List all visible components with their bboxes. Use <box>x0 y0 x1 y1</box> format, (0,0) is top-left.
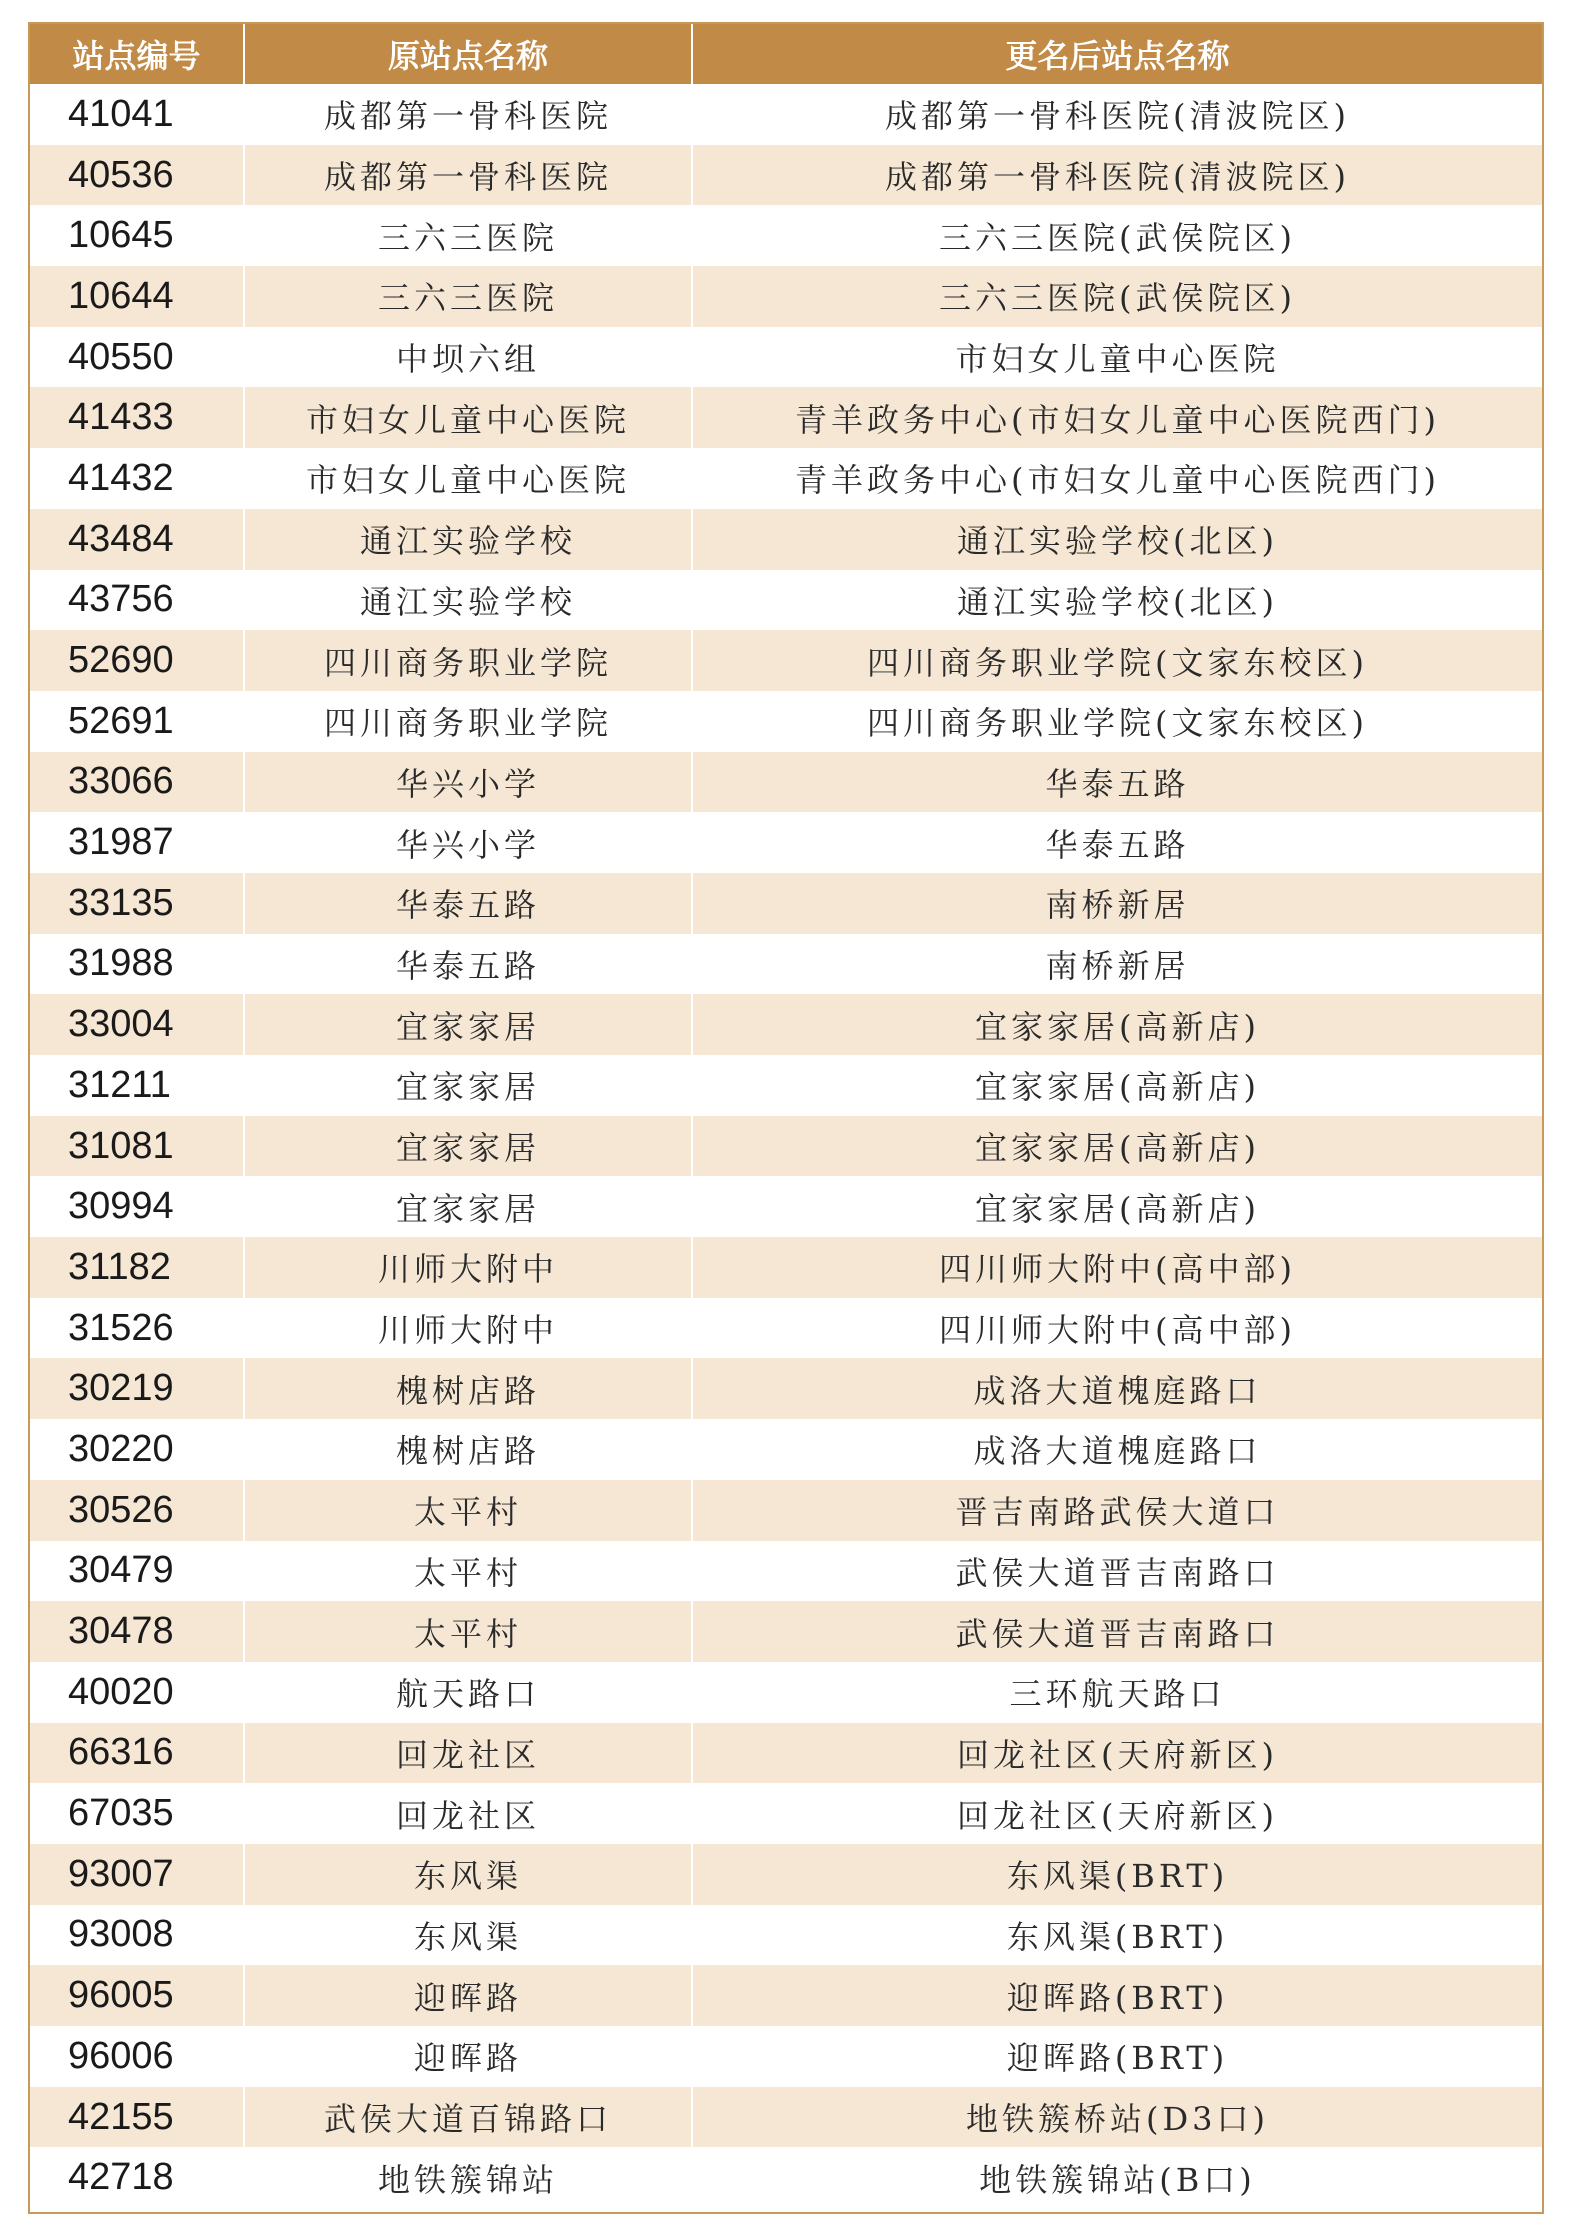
cell-original-name: 四川商务职业学院 <box>244 630 692 691</box>
cell-station-id: 30479 <box>30 1541 244 1602</box>
cell-station-id: 96005 <box>30 1965 244 2026</box>
cell-new-name: 通江实验学校(北区) <box>692 509 1542 570</box>
cell-original-name: 成都第一骨科医院 <box>244 145 692 206</box>
cell-station-id: 31182 <box>30 1237 244 1298</box>
cell-station-id: 10645 <box>30 205 244 266</box>
table-row <box>30 691 1542 752</box>
cell-original-name: 中坝六组 <box>244 327 692 388</box>
table-row <box>30 2147 1542 2208</box>
cell-original-name: 三六三医院 <box>244 266 692 327</box>
table-row <box>30 1601 1542 1662</box>
table-row <box>30 1541 1542 1602</box>
cell-new-name: 回龙社区(天府新区) <box>692 1723 1542 1784</box>
cell-original-name: 太平村 <box>244 1541 692 1602</box>
cell-station-id: 42155 <box>30 2087 244 2148</box>
cell-new-name: 武侯大道晋吉南路口 <box>692 1541 1542 1602</box>
cell-original-name: 太平村 <box>244 1601 692 1662</box>
table-row <box>30 812 1542 873</box>
cell-new-name: 地铁簇锦站(B口) <box>692 2147 1542 2208</box>
cell-new-name: 四川师大附中(高中部) <box>692 1237 1542 1298</box>
cell-station-id: 33004 <box>30 994 244 1055</box>
cell-new-name: 宜家家居(高新店) <box>692 1116 1542 1177</box>
cell-station-id: 66316 <box>30 1723 244 1784</box>
table-row <box>30 1965 1542 2026</box>
cell-station-id: 52691 <box>30 691 244 752</box>
cell-new-name: 华泰五路 <box>692 812 1542 873</box>
cell-original-name: 三六三医院 <box>244 205 692 266</box>
cell-new-name: 青羊政务中心(市妇女儿童中心医院西门) <box>692 387 1542 448</box>
cell-original-name: 宜家家居 <box>244 1116 692 1177</box>
cell-new-name: 南桥新居 <box>692 873 1542 934</box>
table-frame <box>28 22 1544 2214</box>
cell-new-name: 东风渠(BRT) <box>692 1905 1542 1966</box>
table-row <box>30 1480 1542 1541</box>
cell-original-name: 回龙社区 <box>244 1783 692 1844</box>
table-row <box>30 1176 1542 1237</box>
cell-original-name: 通江实验学校 <box>244 509 692 570</box>
cell-new-name: 宜家家居(高新店) <box>692 1055 1542 1116</box>
cell-station-id: 41041 <box>30 84 244 145</box>
cell-new-name: 四川师大附中(高中部) <box>692 1298 1542 1359</box>
table-row <box>30 327 1542 388</box>
cell-original-name: 宜家家居 <box>244 1176 692 1237</box>
cell-original-name: 太平村 <box>244 1480 692 1541</box>
table-row <box>30 1844 1542 1905</box>
cell-station-id: 31526 <box>30 1298 244 1359</box>
cell-new-name: 通江实验学校(北区) <box>692 570 1542 631</box>
table-header <box>30 24 1542 84</box>
cell-new-name: 成都第一骨科医院(清波院区) <box>692 145 1542 206</box>
cell-station-id: 30478 <box>30 1601 244 1662</box>
table-row <box>30 448 1542 509</box>
cell-new-name: 回龙社区(天府新区) <box>692 1783 1542 1844</box>
table-row <box>30 934 1542 995</box>
cell-original-name: 华泰五路 <box>244 934 692 995</box>
table-row <box>30 2087 1542 2148</box>
table-row <box>30 145 1542 206</box>
header-station-id: 站点编号 <box>30 24 244 84</box>
table-row <box>30 1358 1542 1419</box>
cell-original-name: 迎晖路 <box>244 1965 692 2026</box>
cell-station-id: 43484 <box>30 509 244 570</box>
cell-new-name: 晋吉南路武侯大道口 <box>692 1480 1542 1541</box>
cell-station-id: 10644 <box>30 266 244 327</box>
cell-new-name: 成都第一骨科医院(清波院区) <box>692 84 1542 145</box>
cell-original-name: 四川商务职业学院 <box>244 691 692 752</box>
table-row <box>30 2026 1542 2087</box>
cell-new-name: 迎晖路(BRT) <box>692 2026 1542 2087</box>
cell-station-id: 31211 <box>30 1055 244 1116</box>
cell-station-id: 31987 <box>30 812 244 873</box>
cell-station-id: 42718 <box>30 2147 244 2208</box>
cell-new-name: 迎晖路(BRT) <box>692 1965 1542 2026</box>
header-row <box>30 24 1542 84</box>
table-body <box>30 84 1542 2208</box>
cell-new-name: 三六三医院(武侯院区) <box>692 266 1542 327</box>
cell-new-name: 四川商务职业学院(文家东校区) <box>692 691 1542 752</box>
table-row <box>30 266 1542 327</box>
header-new-name: 更名后站点名称 <box>692 24 1542 84</box>
table-row <box>30 509 1542 570</box>
cell-original-name: 武侯大道百锦路口 <box>244 2087 692 2148</box>
table-row <box>30 1662 1542 1723</box>
table-row <box>30 205 1542 266</box>
cell-new-name: 地铁簇桥站(D3口) <box>692 2087 1542 2148</box>
table-row <box>30 994 1542 1055</box>
cell-original-name: 市妇女儿童中心医院 <box>244 448 692 509</box>
cell-original-name: 川师大附中 <box>244 1298 692 1359</box>
cell-new-name: 宜家家居(高新店) <box>692 1176 1542 1237</box>
cell-new-name: 三环航天路口 <box>692 1662 1542 1723</box>
table-row <box>30 1116 1542 1177</box>
cell-station-id: 33135 <box>30 873 244 934</box>
table-row <box>30 1055 1542 1116</box>
cell-station-id: 67035 <box>30 1783 244 1844</box>
cell-station-id: 33066 <box>30 752 244 813</box>
cell-new-name: 东风渠(BRT) <box>692 1844 1542 1905</box>
cell-original-name: 市妇女儿童中心医院 <box>244 387 692 448</box>
cell-original-name: 地铁簇锦站 <box>244 2147 692 2208</box>
cell-original-name: 回龙社区 <box>244 1723 692 1784</box>
cell-station-id: 30994 <box>30 1176 244 1237</box>
table-row <box>30 1723 1542 1784</box>
cell-station-id: 52690 <box>30 630 244 691</box>
cell-original-name: 迎晖路 <box>244 2026 692 2087</box>
cell-station-id: 96006 <box>30 2026 244 2087</box>
cell-new-name: 青羊政务中心(市妇女儿童中心医院西门) <box>692 448 1542 509</box>
cell-new-name: 南桥新居 <box>692 934 1542 995</box>
cell-original-name: 川师大附中 <box>244 1237 692 1298</box>
cell-new-name: 成洛大道槐庭路口 <box>692 1419 1542 1480</box>
cell-original-name: 宜家家居 <box>244 994 692 1055</box>
table-row <box>30 1783 1542 1844</box>
cell-station-id: 30220 <box>30 1419 244 1480</box>
cell-new-name: 宜家家居(高新店) <box>692 994 1542 1055</box>
cell-original-name: 华兴小学 <box>244 752 692 813</box>
table-row <box>30 84 1542 145</box>
table-row <box>30 570 1542 631</box>
header-original-name: 原站点名称 <box>244 24 692 84</box>
cell-original-name: 航天路口 <box>244 1662 692 1723</box>
cell-new-name: 武侯大道晋吉南路口 <box>692 1601 1542 1662</box>
cell-station-id: 31988 <box>30 934 244 995</box>
cell-original-name: 宜家家居 <box>244 1055 692 1116</box>
cell-original-name: 东风渠 <box>244 1844 692 1905</box>
cell-station-id: 31081 <box>30 1116 244 1177</box>
cell-new-name: 四川商务职业学院(文家东校区) <box>692 630 1542 691</box>
table-row <box>30 873 1542 934</box>
cell-original-name: 通江实验学校 <box>244 570 692 631</box>
cell-original-name: 华兴小学 <box>244 812 692 873</box>
station-rename-table <box>30 24 1542 2208</box>
table-row <box>30 1298 1542 1359</box>
cell-station-id: 41433 <box>30 387 244 448</box>
table-row <box>30 1905 1542 1966</box>
cell-station-id: 30526 <box>30 1480 244 1541</box>
cell-station-id: 41432 <box>30 448 244 509</box>
table-row <box>30 630 1542 691</box>
cell-new-name: 三六三医院(武侯院区) <box>692 205 1542 266</box>
cell-station-id: 93008 <box>30 1905 244 1966</box>
cell-station-id: 40536 <box>30 145 244 206</box>
cell-station-id: 30219 <box>30 1358 244 1419</box>
table-row <box>30 387 1542 448</box>
cell-station-id: 93007 <box>30 1844 244 1905</box>
cell-station-id: 40020 <box>30 1662 244 1723</box>
cell-original-name: 东风渠 <box>244 1905 692 1966</box>
cell-new-name: 市妇女儿童中心医院 <box>692 327 1542 388</box>
cell-station-id: 43756 <box>30 570 244 631</box>
table-row <box>30 1419 1542 1480</box>
table-row <box>30 1237 1542 1298</box>
table-row <box>30 752 1542 813</box>
cell-original-name: 槐树店路 <box>244 1358 692 1419</box>
cell-new-name: 华泰五路 <box>692 752 1542 813</box>
cell-original-name: 华泰五路 <box>244 873 692 934</box>
cell-original-name: 成都第一骨科医院 <box>244 84 692 145</box>
cell-new-name: 成洛大道槐庭路口 <box>692 1358 1542 1419</box>
cell-original-name: 槐树店路 <box>244 1419 692 1480</box>
cell-station-id: 40550 <box>30 327 244 388</box>
